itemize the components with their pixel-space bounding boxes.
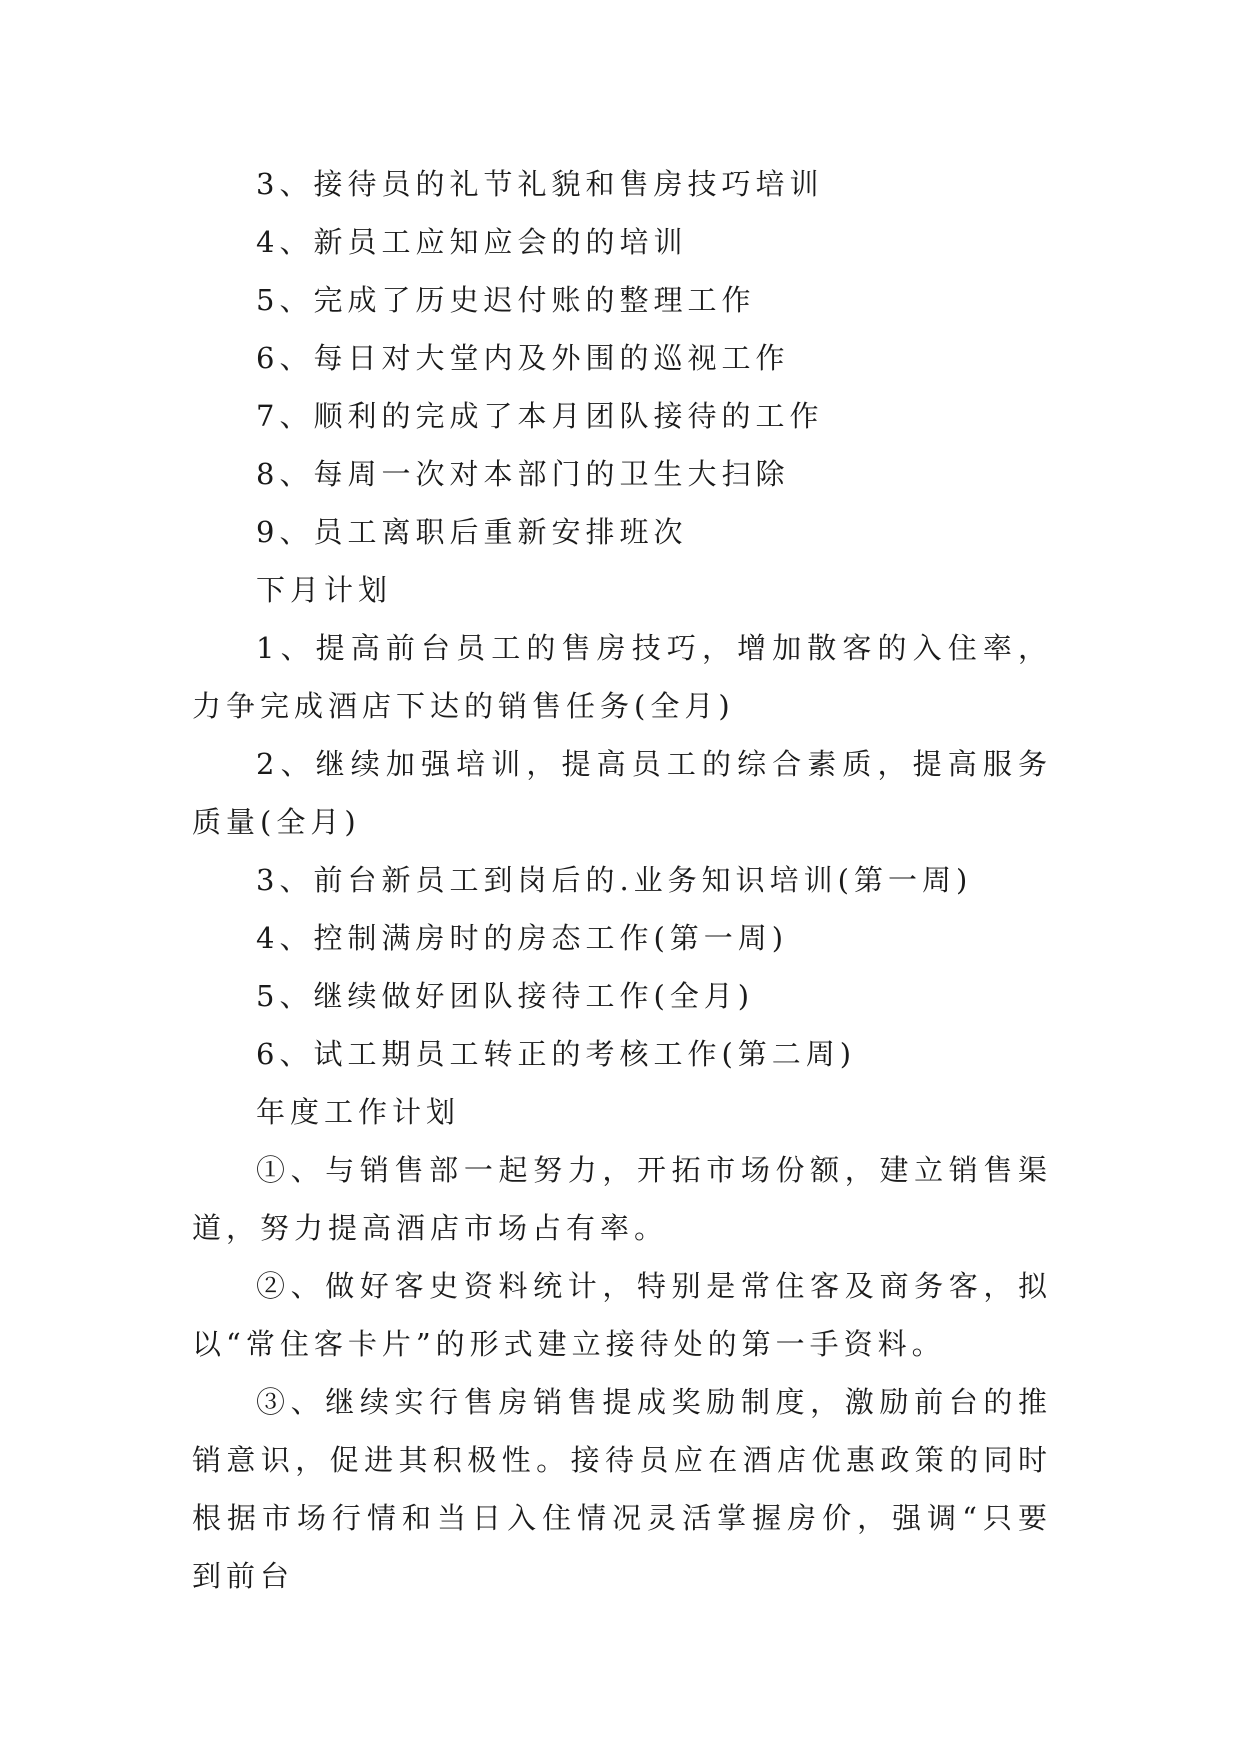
list-item: 2、继续加强培训，提高员工的综合素质，提高服务质量(全月) — [192, 747, 1052, 839]
document-body — [192, 155, 1052, 1605]
list-item: ②、做好客史资料统计，特别是常住客及商务客，拟以“常住客卡片”的形式建立接待处的第一手资料。 — [192, 1269, 1052, 1361]
list-item: 7、顺利的完成了本月团队接待的工作 — [256, 399, 824, 433]
list-item: 4、新员工应知应会的的培训 — [256, 225, 688, 259]
list-item: ①、与销售部一起努力，开拓市场份额，建立销售渠道，努力提高酒店市场占有率。 — [192, 1153, 1052, 1245]
list-item: 6、每日对大堂内及外围的巡视工作 — [256, 341, 790, 375]
list-item: 8、每周一次对本部门的卫生大扫除 — [256, 457, 790, 491]
list-item: 3、前台新员工到岗后的.业务知识培训(第一周) — [256, 863, 973, 897]
section-heading: 下月计划 — [256, 573, 393, 607]
list-item: 5、继续做好团队接待工作(全月) — [256, 979, 755, 1013]
list-item: ③、继续实行售房销售提成奖励制度，激励前台的推销意识，促进其积极性。接待员应在酒店优惠政策的同时根据市场行情和当日入住情况灵活掌握房价，强调“只要到前台 — [192, 1385, 1052, 1593]
list-item: 3、接待员的礼节礼貌和售房技巧培训 — [256, 167, 824, 201]
section-heading: 年度工作计划 — [256, 1095, 461, 1129]
list-item: 4、控制满房时的房态工作(第一周) — [256, 921, 789, 955]
list-item: 1、提高前台员工的售房技巧，增加散客的入住率，力争完成酒店下达的销售任务(全月) — [192, 631, 1052, 723]
list-item: 6、试工期员工转正的考核工作(第二周) — [256, 1037, 857, 1071]
list-item: 5、完成了历史迟付账的整理工作 — [256, 283, 756, 317]
list-item: 9、员工离职后重新安排班次 — [256, 515, 688, 549]
